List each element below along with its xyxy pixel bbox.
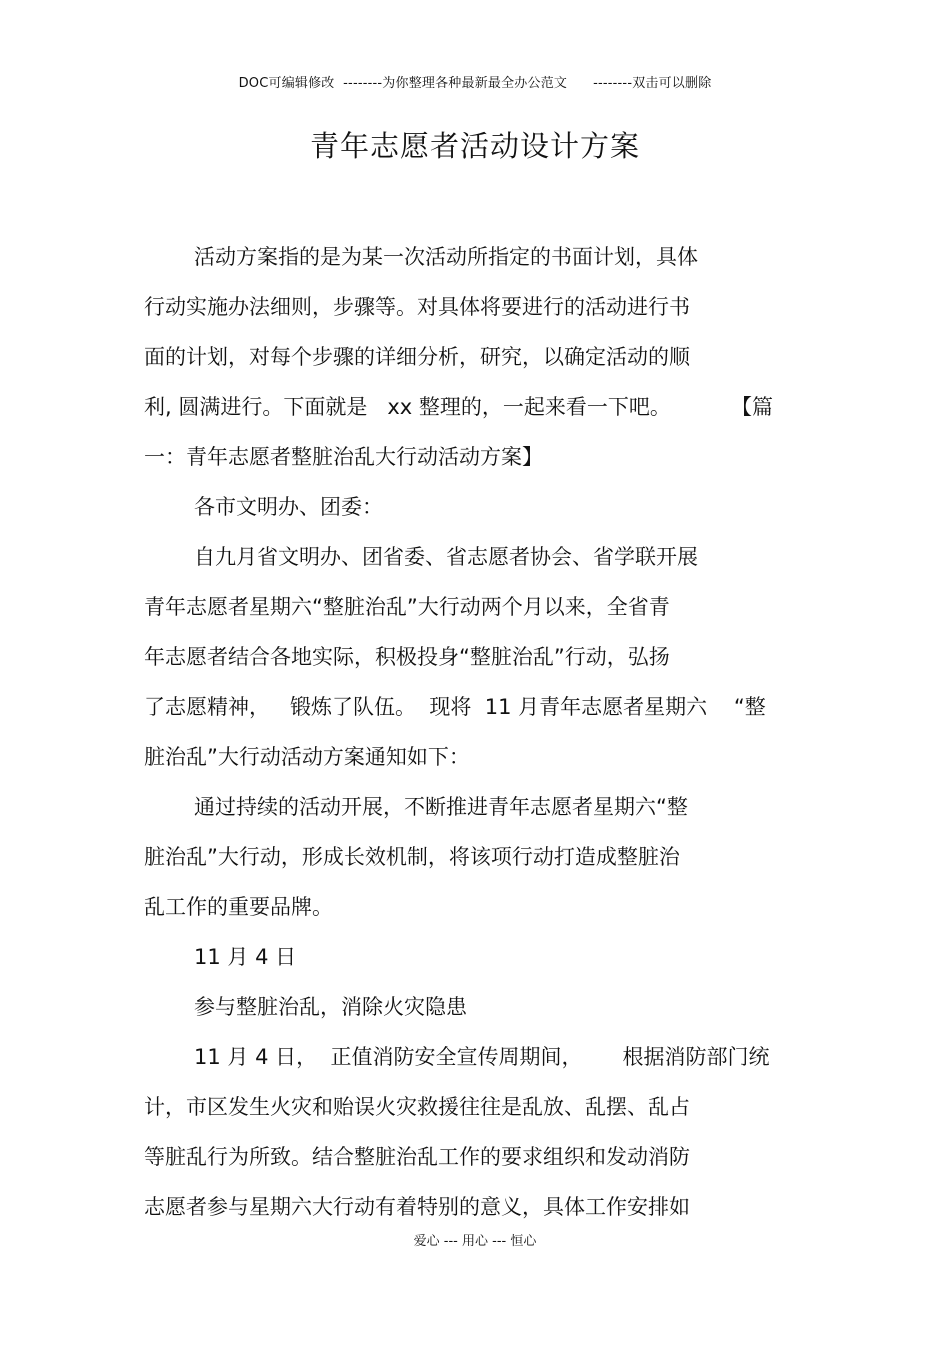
body-line: 行动实施办法细则，步骤等。对具体将要进行的活动进行书 bbox=[144, 295, 690, 319]
body-line: 11 月 4 日， 正值消防安全宣传周期间， 根据消防部门统 bbox=[194, 1045, 770, 1069]
document-title: 青年志愿者活动设计方案 bbox=[309, 129, 640, 163]
body-line: 自九月省文明办、团省委、省志愿者协会、省学联开展 bbox=[194, 545, 698, 569]
body-line: 活动方案指的是为某一次活动所指定的书面计划，具体 bbox=[194, 245, 698, 269]
body-line: 计，市区发生火灾和贻误火灾救援往往是乱放、乱摆、乱占 bbox=[144, 1095, 690, 1119]
body-line: 青年志愿者星期六“整脏治乱”大行动两个月以来，全省青 bbox=[144, 595, 670, 619]
body-line: 脏治乱”大行动，形成长效机制，将该项行动打造成整脏治 bbox=[144, 845, 680, 869]
body-line: 通过持续的活动开展，不断推进青年志愿者星期六“整 bbox=[194, 795, 688, 819]
body-line: 面的计划，对每个步骤的详细分析，研究，以确定活动的顺 bbox=[144, 345, 690, 369]
body-line: 利, 圆满进行。下面就是 xx 整理的，一起来看一下吧。 【篇 bbox=[144, 395, 773, 419]
body-line: 等脏乱行为所致。结合整脏治乱工作的要求组织和发动消防 bbox=[144, 1145, 690, 1169]
body-line: 各市文明办、团委： bbox=[194, 495, 383, 519]
body-line: 乱工作的重要品牌。 bbox=[144, 895, 333, 919]
page-header-note: DOC可编辑修改 --------为你整理各种最新最全办公范文 --------双击可以删除 bbox=[238, 76, 712, 91]
body-line: 参与整脏治乱，消除火灾隐患 bbox=[194, 995, 467, 1019]
body-line: 11 月 4 日 bbox=[194, 945, 297, 969]
body-line: 一：青年志愿者整脏治乱大行动活动方案】 bbox=[144, 445, 543, 469]
page-footer-motto: 爱心 --- 用心 --- 恒心 bbox=[413, 1234, 537, 1249]
body-line: 年志愿者结合各地实际，积极投身“整脏治乱”行动，弘扬 bbox=[144, 645, 670, 669]
body-line: 志愿者参与星期六大行动有着特别的意义，具体工作安排如 bbox=[144, 1195, 690, 1219]
body-line: 了志愿精神， 锻炼了队伍。 现将 11 月青年志愿者星期六 “整 bbox=[144, 695, 766, 719]
body-line: 脏治乱”大行动活动方案通知如下： bbox=[144, 745, 470, 769]
